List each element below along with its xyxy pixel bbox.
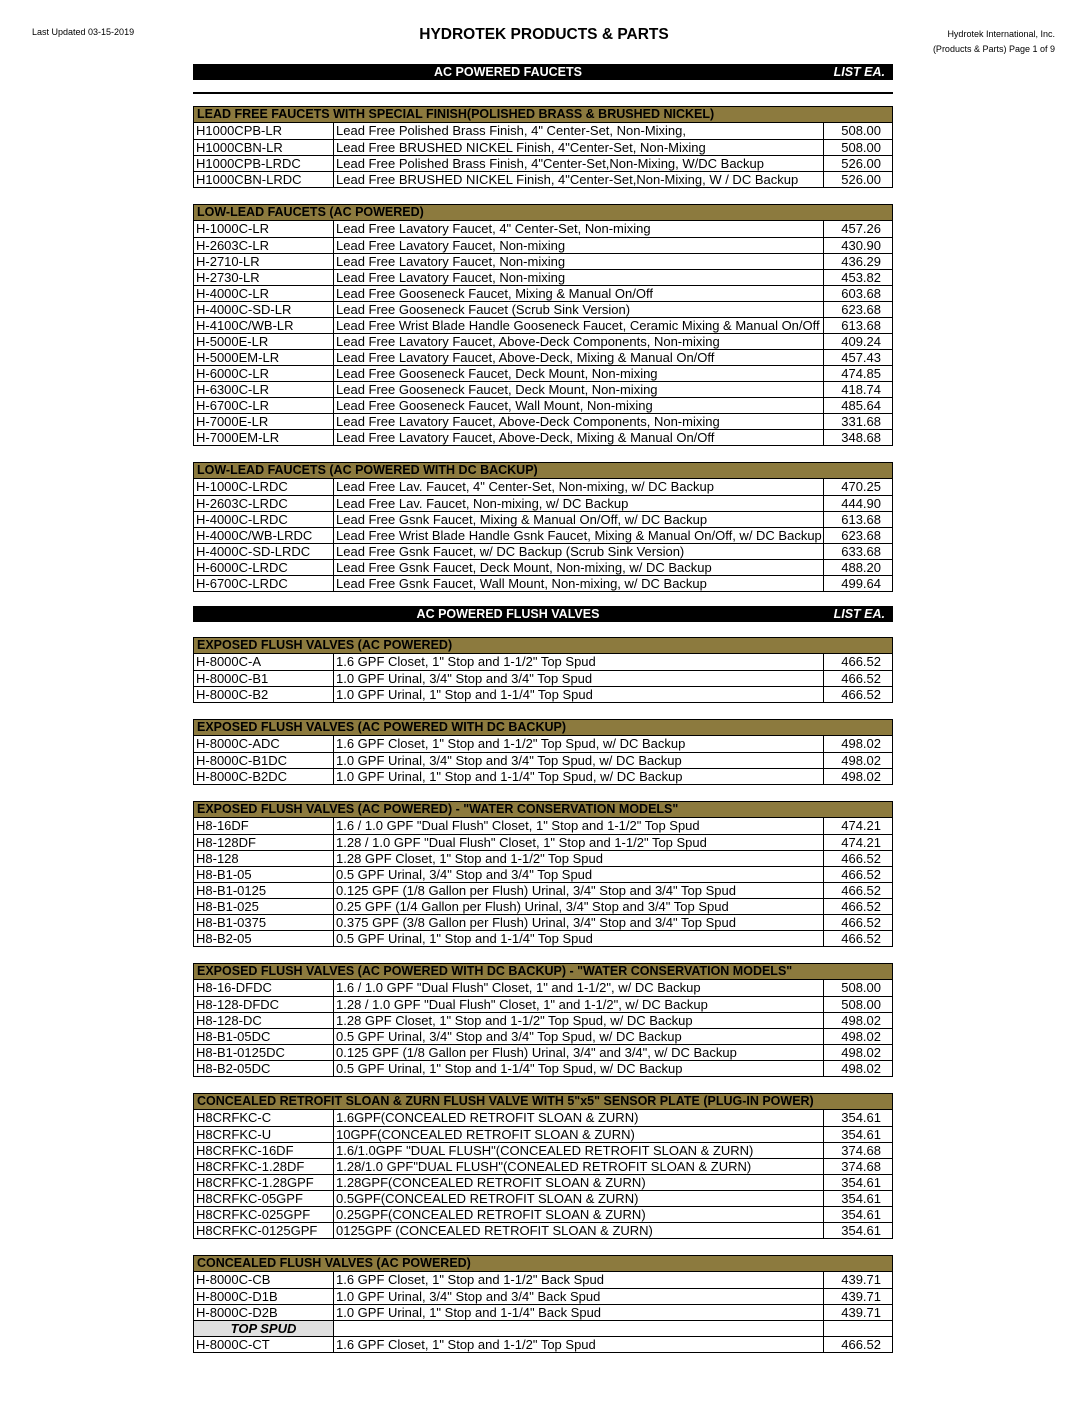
divider	[193, 92, 893, 94]
product-code: H8CRFKC-16DF	[194, 1143, 334, 1158]
section-banner	[193, 64, 893, 80]
product-code: H-2730-LR	[194, 270, 334, 285]
product-description: 1.6 / 1.0 GPF "Dual Flush" Closet, 1" Stop and 1-1/2" Top Spud	[334, 818, 824, 834]
product-code: H-4000C/WB-LRDC	[194, 528, 334, 543]
product-description: Lead Free Lavatory Faucet, Above-Deck Components, Non-mixing	[334, 414, 824, 429]
product-description: Lead Free Wrist Blade Handle Gsnk Faucet, Mixing & Manual On/Off, w/ DC Backup	[334, 528, 824, 543]
product-code: H-8000C-CT	[194, 1337, 334, 1352]
table-row	[194, 1272, 892, 1288]
list-price: 439.71	[841, 1289, 881, 1304]
banner-list-label: LIST EA.	[833, 607, 885, 621]
product-description: 0.125 GPF (1/8 Gallon per Flush) Urinal, 3/4" and 3/4", w/ DC Backup	[334, 1045, 824, 1060]
table-row	[194, 898, 892, 914]
table-row	[194, 996, 892, 1012]
list-price: 485.64	[841, 398, 881, 413]
table-row	[194, 575, 892, 591]
product-description: 1.0 GPF Urinal, 1" Stop and 1-1/4" Top Spud	[334, 687, 824, 702]
product-code: H8-16DF	[194, 818, 334, 834]
table-row	[194, 654, 892, 670]
page-info: (Products & Parts) Page 1 of 9	[932, 44, 1055, 54]
table-row	[194, 381, 892, 397]
list-price	[824, 1321, 892, 1336]
product-description: 0.375 GPF (3/8 Gallon per Flush) Urinal, 3/4" Stop and 3/4" Top Spud	[334, 915, 824, 930]
list-price: 436.29	[841, 254, 881, 269]
table-row	[194, 1206, 892, 1222]
product-description: 1.0 GPF Urinal, 1" Stop and 1-1/4" Top Spud, w/ DC Backup	[334, 769, 824, 784]
product-code: H8-16-DFDC	[194, 980, 334, 996]
product-code: H-7000E-LR	[194, 414, 334, 429]
list-price: 457.43	[841, 350, 881, 365]
table-row	[194, 317, 892, 333]
table-row	[194, 1142, 892, 1158]
product-code: H-6000C-LR	[194, 366, 334, 381]
product-code: H8-B1-05DC	[194, 1029, 334, 1044]
table-row	[194, 237, 892, 253]
product-description: Lead Free Lav. Faucet, 4" Center-Set, Non-mixing, w/ DC Backup	[334, 479, 824, 495]
table-row	[194, 1174, 892, 1190]
product-description: Lead Free Lavatory Faucet, Above-Deck, Mixing & Manual On/Off	[334, 350, 824, 365]
product-section	[193, 1093, 893, 1239]
product-description: 1.0 GPF Urinal, 3/4" Stop and 3/4" Back Spud	[334, 1289, 824, 1304]
product-description: 1.6/1.0GPF "DUAL FLUSH"(CONCEALED RETROFIT SLOAN & ZURN)	[334, 1143, 824, 1158]
table-row	[194, 850, 892, 866]
product-section	[193, 801, 893, 947]
product-section	[193, 204, 893, 446]
product-description	[334, 1321, 824, 1336]
product-description: 0.25 GPF (1/4 Gallon per Flush) Urinal, 3/4" Stop and 3/4" Top Spud	[334, 899, 824, 914]
header-right	[933, 27, 1055, 57]
product-code: H8CRFKC-1.28DF	[194, 1159, 334, 1174]
table-row	[194, 1060, 892, 1076]
product-code: H-8000C-B2	[194, 687, 334, 702]
product-description: 10GPF(CONCEALED RETROFIT SLOAN & ZURN)	[334, 1127, 824, 1142]
product-description: Lead Free Lavatory Faucet, Above-Deck Components, Non-mixing	[334, 334, 824, 349]
product-description: Lead Free Lavatory Faucet, Non-mixing	[334, 270, 824, 285]
product-code: H-5000EM-LR	[194, 350, 334, 365]
product-description: 1.28 / 1.0 GPF "Dual Flush" Closet, 1" and 1-1/2", w/ DC Backup	[334, 997, 824, 1012]
section-title: LEAD FREE FAUCETS WITH SPECIAL FINISH(POLISHED BRASS & BRUSHED NICKEL)	[194, 107, 892, 123]
list-price: 466.52	[841, 867, 881, 882]
product-code: H8-B2-05	[194, 931, 334, 946]
table-row	[194, 980, 892, 996]
list-price: 453.82	[841, 270, 881, 285]
list-price: 498.02	[841, 769, 881, 784]
list-price: 354.61	[841, 1175, 881, 1190]
product-code: H8-B2-05DC	[194, 1061, 334, 1076]
company-name: Hydrotek International, Inc.	[947, 29, 1055, 39]
table-row	[194, 930, 892, 946]
list-price: 508.00	[841, 123, 881, 138]
product-description: Lead Free Polished Brass Finish, 4"Center-Set,Non-Mixing, W/DC Backup	[334, 156, 824, 171]
section-title: CONCEALED RETROFIT SLOAN & ZURN FLUSH VALVE WITH 5"x5" SENSOR PLATE (PLUG-IN POWER)	[194, 1094, 892, 1110]
product-code: H8-B1-025	[194, 899, 334, 914]
product-description: Lead Free BRUSHED NICKEL Finish, 4"Center-Set, Non-Mixing	[334, 140, 824, 155]
table-row	[194, 495, 892, 511]
product-section	[193, 462, 893, 592]
product-description: 0.5 GPF Urinal, 3/4" Stop and 3/4" Top Spud, w/ DC Backup	[334, 1029, 824, 1044]
product-section	[193, 106, 893, 188]
product-code: H-4000C-LRDC	[194, 512, 334, 527]
table-row	[194, 285, 892, 301]
list-price: 498.02	[841, 1029, 881, 1044]
list-price: 354.61	[841, 1207, 881, 1222]
list-price: 439.71	[841, 1272, 881, 1287]
product-description: Lead Free Gooseneck Faucet, Wall Mount, Non-mixing	[334, 398, 824, 413]
product-description: 1.6 GPF Closet, 1" Stop and 1-1/2" Back Spud	[334, 1272, 824, 1288]
product-code: H-2710-LR	[194, 254, 334, 269]
list-price: 474.21	[841, 818, 881, 833]
product-code: H8CRFKC-05GPF	[194, 1191, 334, 1206]
table-row	[194, 1336, 892, 1352]
product-description: 1.6GPF(CONCEALED RETROFIT SLOAN & ZURN)	[334, 1110, 824, 1126]
list-price: 526.00	[841, 172, 881, 187]
product-description: 1.6 GPF Closet, 1" Stop and 1-1/2" Top Spud	[334, 1337, 824, 1352]
list-price: 623.68	[841, 302, 881, 317]
product-code: H-6000C-LRDC	[194, 560, 334, 575]
product-code: H1000CPB-LRDC	[194, 156, 334, 171]
product-code: H1000CBN-LRDC	[194, 172, 334, 187]
table-row	[194, 1012, 892, 1028]
list-price: 498.02	[841, 1045, 881, 1060]
product-description: Lead Free Lavatory Faucet, Above-Deck, Mixing & Manual On/Off	[334, 430, 824, 445]
product-code: H-6300C-LR	[194, 382, 334, 397]
subheading-row	[194, 1320, 892, 1336]
product-description: 1.28GPF(CONCEALED RETROFIT SLOAN & ZURN)	[334, 1175, 824, 1190]
product-code: H8-128-DC	[194, 1013, 334, 1028]
product-code: H8CRFKC-C	[194, 1110, 334, 1126]
list-price: 354.61	[841, 1223, 881, 1238]
table-row	[194, 1110, 892, 1126]
list-price: 374.68	[841, 1143, 881, 1158]
table-row	[194, 834, 892, 850]
table-row	[194, 1190, 892, 1206]
list-price: 508.00	[841, 997, 881, 1012]
product-section	[193, 963, 893, 1077]
list-price: 354.61	[841, 1127, 881, 1142]
list-price: 466.52	[841, 671, 881, 686]
product-description: 1.28 / 1.0 GPF "Dual Flush" Closet, 1" Stop and 1-1/2" Top Spud	[334, 835, 824, 850]
product-code: H8-B1-05	[194, 867, 334, 882]
list-price: 444.90	[841, 496, 881, 511]
product-description: Lead Free Gooseneck Faucet (Scrub Sink Version)	[334, 302, 824, 317]
banner-title: AC POWERED FLUSH VALVES	[416, 607, 600, 621]
product-description: Lead Free Gsnk Faucet, Deck Mount, Non-mixing, w/ DC Backup	[334, 560, 824, 575]
list-price: 474.21	[841, 835, 881, 850]
product-description: Lead Free Polished Brass Finish, 4" Center-Set, Non-Mixing,	[334, 123, 824, 139]
table-row	[194, 479, 892, 495]
list-price: 498.02	[841, 1013, 881, 1028]
product-code: H8-128-DFDC	[194, 997, 334, 1012]
product-code: H-2603C-LRDC	[194, 496, 334, 511]
product-description: Lead Free Lav. Faucet, Non-mixing, w/ DC Backup	[334, 496, 824, 511]
product-description: 1.0 GPF Urinal, 3/4" Stop and 3/4" Top Spud, w/ DC Backup	[334, 753, 824, 768]
table-row	[194, 1044, 892, 1060]
product-description: 1.6 GPF Closet, 1" Stop and 1-1/2" Top Spud, w/ DC Backup	[334, 736, 824, 752]
product-description: 0.5GPF(CONCEALED RETROFIT SLOAN & ZURN)	[334, 1191, 824, 1206]
product-code: H8-B1-0375	[194, 915, 334, 930]
section-title: CONCEALED FLUSH VALVES (AC POWERED)	[194, 1256, 892, 1272]
table-row	[194, 914, 892, 930]
list-price: 466.52	[841, 687, 881, 702]
list-price: 526.00	[841, 156, 881, 171]
list-price: 603.68	[841, 286, 881, 301]
product-description: Lead Free Gsnk Faucet, w/ DC Backup (Scrub Sink Version)	[334, 544, 824, 559]
product-description: 0.5 GPF Urinal, 1" Stop and 1-1/4" Top Spud, w/ DC Backup	[334, 1061, 824, 1076]
table-row	[194, 253, 892, 269]
product-description: Lead Free Wrist Blade Handle Gooseneck Faucet, Ceramic Mixing & Manual On/Off	[334, 318, 824, 333]
banner-list-label: LIST EA.	[833, 65, 885, 79]
table-row	[194, 1288, 892, 1304]
list-price: 508.00	[841, 140, 881, 155]
list-price: 331.68	[841, 414, 881, 429]
list-price: 418.74	[841, 382, 881, 397]
section-title: EXPOSED FLUSH VALVES (AC POWERED)	[194, 638, 892, 654]
list-price: 348.68	[841, 430, 881, 445]
product-code: H-6700C-LRDC	[194, 576, 334, 591]
list-price: 466.52	[841, 654, 881, 669]
section-banner	[193, 606, 893, 622]
table-row	[194, 527, 892, 543]
product-description: Lead Free Gooseneck Faucet, Deck Mount, Non-mixing	[334, 366, 824, 381]
list-price: 498.02	[841, 753, 881, 768]
list-price: 470.25	[841, 479, 881, 494]
table-row	[194, 768, 892, 784]
product-description: Lead Free Gsnk Faucet, Mixing & Manual On/Off, w/ DC Backup	[334, 512, 824, 527]
product-code: H-4100C/WB-LR	[194, 318, 334, 333]
product-description: 1.28 GPF Closet, 1" Stop and 1-1/2" Top Spud, w/ DC Backup	[334, 1013, 824, 1028]
product-code: H-5000E-LR	[194, 334, 334, 349]
list-price: 466.52	[841, 1337, 881, 1352]
product-section	[193, 719, 893, 785]
product-code: H8CRFKC-1.28GPF	[194, 1175, 334, 1190]
table-row	[194, 429, 892, 445]
table-row	[194, 559, 892, 575]
product-description: 0.5 GPF Urinal, 1" Stop and 1-1/4" Top Spud	[334, 931, 824, 946]
table-row	[194, 349, 892, 365]
product-description: Lead Free Lavatory Faucet, Non-mixing	[334, 238, 824, 253]
table-row	[194, 123, 892, 139]
product-code: H-4000C-SD-LRDC	[194, 544, 334, 559]
product-code: H-6700C-LR	[194, 398, 334, 413]
table-row	[194, 670, 892, 686]
table-row	[194, 365, 892, 381]
banner-title: AC POWERED FAUCETS	[434, 65, 582, 79]
product-description: Lead Free Lavatory Faucet, Non-mixing	[334, 254, 824, 269]
product-description: 1.6 / 1.0 GPF "Dual Flush" Closet, 1" and 1-1/2", w/ DC Backup	[334, 980, 824, 996]
list-price: 457.26	[841, 221, 881, 236]
product-section	[193, 637, 893, 703]
product-description: Lead Free BRUSHED NICKEL Finish, 4"Center-Set,Non-Mixing, W / DC Backup	[334, 172, 824, 187]
product-description: 1.28 GPF Closet, 1" Stop and 1-1/2" Top Spud	[334, 851, 824, 866]
product-code: H-8000C-B1DC	[194, 753, 334, 768]
list-price: 474.85	[841, 366, 881, 381]
table-row	[194, 1304, 892, 1320]
table-row	[194, 1158, 892, 1174]
list-price: 613.68	[841, 512, 881, 527]
list-price: 623.68	[841, 528, 881, 543]
last-updated: Last Updated 03-15-2019	[32, 27, 135, 37]
section-title: EXPOSED FLUSH VALVES (AC POWERED WITH DC BACKUP) - "WATER CONSERVATION MODELS"	[194, 964, 892, 980]
product-description: 1.6 GPF Closet, 1" Stop and 1-1/2" Top Spud	[334, 654, 824, 670]
table-row	[194, 155, 892, 171]
product-code: TOP SPUD	[194, 1321, 334, 1336]
product-section	[193, 1255, 893, 1353]
list-price: 466.52	[841, 899, 881, 914]
list-price: 613.68	[841, 318, 881, 333]
product-code: H8-B1-0125	[194, 883, 334, 898]
product-code: H-8000C-ADC	[194, 736, 334, 752]
table-row	[194, 221, 892, 237]
product-code: H8-128DF	[194, 835, 334, 850]
list-price: 488.20	[841, 560, 881, 575]
section-title: EXPOSED FLUSH VALVES (AC POWERED) - "WATER CONSERVATION MODELS"	[194, 802, 892, 818]
table-row	[194, 397, 892, 413]
table-row	[194, 1222, 892, 1238]
product-description: 0.125 GPF (1/8 Gallon per Flush) Urinal, 3/4" Stop and 3/4" Top Spud	[334, 883, 824, 898]
product-code: H-8000C-A	[194, 654, 334, 670]
product-description: Lead Free Gooseneck Faucet, Mixing & Manual On/Off	[334, 286, 824, 301]
table-row	[194, 818, 892, 834]
table-row	[194, 866, 892, 882]
list-price: 354.61	[841, 1110, 881, 1125]
table-row	[194, 171, 892, 187]
product-code: H-8000C-B2DC	[194, 769, 334, 784]
table-row	[194, 882, 892, 898]
section-title: LOW-LEAD FAUCETS (AC POWERED)	[194, 205, 892, 221]
table-row	[194, 511, 892, 527]
list-price: 439.71	[841, 1305, 881, 1320]
table-row	[194, 1126, 892, 1142]
section-title: LOW-LEAD FAUCETS (AC POWERED WITH DC BACKUP)	[194, 463, 892, 479]
list-price: 499.64	[841, 576, 881, 591]
page-title: HYDROTEK PRODUCTS & PARTS	[419, 26, 669, 43]
product-code: H-8000C-B1	[194, 671, 334, 686]
product-code: H-7000EM-LR	[194, 430, 334, 445]
table-row	[194, 301, 892, 317]
list-price: 354.61	[841, 1191, 881, 1206]
list-price: 466.52	[841, 915, 881, 930]
product-description: 1.0 GPF Urinal, 3/4" Stop and 3/4" Top Spud	[334, 671, 824, 686]
list-price: 498.02	[841, 736, 881, 751]
list-price: 409.24	[841, 334, 881, 349]
product-code: H-4000C-LR	[194, 286, 334, 301]
product-code: H-8000C-D1B	[194, 1289, 334, 1304]
product-description: Lead Free Gooseneck Faucet, Deck Mount, Non-mixing	[334, 382, 824, 397]
product-description: 0125GPF (CONCEALED RETROFIT SLOAN & ZURN)	[334, 1223, 824, 1238]
product-code: H-2603C-LR	[194, 238, 334, 253]
list-price: 430.90	[841, 238, 881, 253]
table-row	[194, 736, 892, 752]
table-row	[194, 752, 892, 768]
product-code: H8CRFKC-U	[194, 1127, 334, 1142]
list-price: 374.68	[841, 1159, 881, 1174]
list-price: 498.02	[841, 1061, 881, 1076]
product-code: H-8000C-D2B	[194, 1305, 334, 1320]
table-row	[194, 333, 892, 349]
list-price: 466.52	[841, 851, 881, 866]
table-row	[194, 269, 892, 285]
product-description: 0.25GPF(CONCEALED RETROFIT SLOAN & ZURN)	[334, 1207, 824, 1222]
table-row	[194, 543, 892, 559]
product-code: H8CRFKC-0125GPF	[194, 1223, 334, 1238]
product-code: H1000CBN-LR	[194, 140, 334, 155]
table-row	[194, 139, 892, 155]
product-code: H8CRFKC-025GPF	[194, 1207, 334, 1222]
list-price: 508.00	[841, 980, 881, 995]
product-code: H1000CPB-LR	[194, 123, 334, 139]
price-list	[193, 64, 893, 1353]
product-description: 0.5 GPF Urinal, 3/4" Stop and 3/4" Top Spud	[334, 867, 824, 882]
list-price: 466.52	[841, 883, 881, 898]
table-row	[194, 686, 892, 702]
table-row	[194, 413, 892, 429]
product-description: 1.28/1.0 GPF"DUAL FLUSH"(CONEALED RETROFIT SLOAN & ZURN)	[334, 1159, 824, 1174]
product-description: 1.0 GPF Urinal, 1" Stop and 1-1/4" Back Spud	[334, 1305, 824, 1320]
list-price: 466.52	[841, 931, 881, 946]
product-code: H-1000C-LR	[194, 221, 334, 237]
product-code: H-4000C-SD-LR	[194, 302, 334, 317]
section-title: EXPOSED FLUSH VALVES (AC POWERED WITH DC BACKUP)	[194, 720, 892, 736]
table-row	[194, 1028, 892, 1044]
product-description: Lead Free Gsnk Faucet, Wall Mount, Non-mixing, w/ DC Backup	[334, 576, 824, 591]
product-code: H8-B1-0125DC	[194, 1045, 334, 1060]
list-price: 633.68	[841, 544, 881, 559]
product-description: Lead Free Lavatory Faucet, 4" Center-Set, Non-mixing	[334, 221, 824, 237]
product-code: H-8000C-CB	[194, 1272, 334, 1288]
product-code: H-1000C-LRDC	[194, 479, 334, 495]
product-code: H8-128	[194, 851, 334, 866]
